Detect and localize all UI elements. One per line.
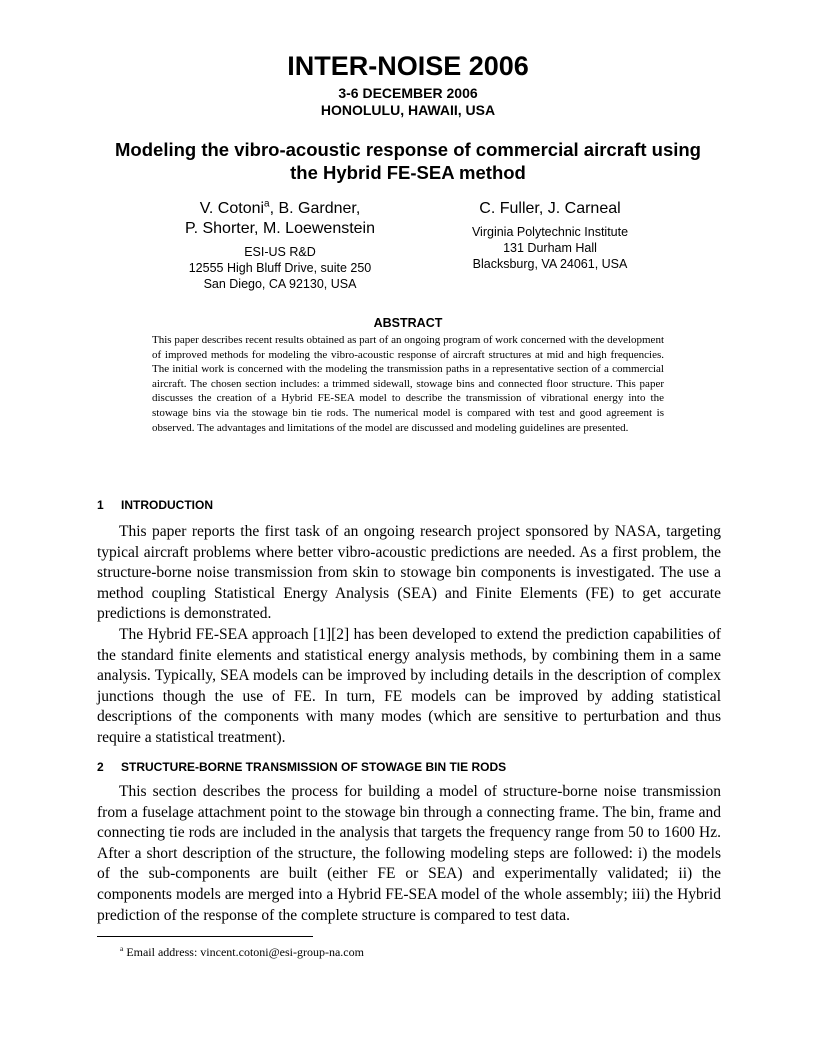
author-names-line-2: P. Shorter, M. Loewenstein [184, 220, 376, 237]
paragraph: The Hybrid FE-SEA approach [1][2] has been developed to extend the prediction capabilities of the standard finite elements and statistical energy analysis methods, by combining them in a same analysis. Typically, SEA models can be improved by including details in the description of complex junctions though the use of FE. In turn, FE models can be improved by adding statistical descriptions of the components with many modes (which are sensitive to perturbation and thus require a statistical treatment). [97, 625, 721, 746]
affiliation-city-left: San Diego, CA 92130, USA [203, 277, 357, 291]
abstract-heading: ABSTRACT [373, 316, 443, 330]
author-names-right: C. Fuller, J. Carneal [479, 200, 621, 217]
section-body-structure-borne [97, 782, 721, 926]
affiliation-org-right: Virginia Polytechnic Institute [471, 225, 629, 239]
author-names-rest: , B. Gardner, [269, 200, 361, 217]
affiliation-street-right: 131 Durham Hall [503, 241, 597, 255]
paper-title-line-1: Modeling the vibro-acoustic response of commercial aircraft using [115, 139, 701, 160]
section-heading-structure-borne [97, 760, 506, 774]
paragraph: This paper reports the first task of an ongoing research project sponsored by NASA, targeting typical aircraft problems where better vibro-acoustic predictions are needed. As a first problem, the structure-borne noise transmission from skin to stowage bin components is investigated. The use a method coupling Statistical Energy Analysis (SEA) and Finite Elements (FE) to get accurate predictions is demonstrated. [97, 523, 721, 623]
section-number: 1 [97, 498, 104, 512]
conference-location: HONOLULU, HAWAII, USA [320, 102, 496, 118]
author-name-cotoni: V. Cotoni [199, 200, 265, 217]
affiliation-city-right: Blacksburg, VA 24061, USA [472, 257, 628, 271]
section-body-introduction [97, 522, 721, 749]
footnote-text: Email address: vincent.cotoni@esi-group-na.com [123, 945, 364, 959]
footnote [120, 944, 364, 960]
affiliation-street-left: 12555 High Bluff Drive, suite 250 [188, 261, 372, 275]
conference-dates: 3-6 DECEMBER 2006 [338, 85, 478, 101]
author-footnote-marker: a [264, 198, 270, 210]
section-heading-introduction [97, 498, 213, 512]
section-title: STRUCTURE-BORNE TRANSMISSION OF STOWAGE BIN TIE RODS [121, 760, 507, 774]
section-number: 2 [97, 760, 104, 774]
author-block-left [150, 199, 410, 292]
affiliation-org-left: ESI-US R&D [244, 245, 316, 259]
paper-title [100, 138, 716, 184]
section-title: INTRODUCTION [121, 498, 213, 512]
footnote-divider [97, 936, 313, 937]
conference-title: INTER-NOISE 2006 [287, 51, 529, 81]
author-block-right [430, 199, 670, 272]
footnote-marker: a [120, 944, 124, 953]
paragraph: This section describes the process for building a model of structure-borne noise transmission from a fuselage attachment point to the stowage bin through a connecting frame. The bin, frame and connecting tie rods are included in the analysis that targets the frequency range from 50 to 1600 Hz. After a short description of the structure, the following modeling steps are followed: i) the models of the sub-components are built (either FE or SEA) and experimentally validated; ii) the components models are merged into a Hybrid FE-SEA model of the whole assembly; iii) the Hybrid prediction of the response of the complete structure is compared to test data. [97, 783, 721, 924]
abstract-text: This paper describes recent results obtained as part of an ongoing program of work concerned with the development of improved methods for modeling the vibro-acoustic response of aircraft structures at mid and high frequencies. The initial work is concerned with the modeling the transmission paths in a representative section of a commercial aircraft. The chosen section includes: a trimmed sidewall, stowage bins and connected floor structure. This paper discusses the creation of a Hybrid FE-SEA model to describe the transmission of vibrational energy into the stowage bins via the stowage bin tie rods. The numerical model is compared with test and good agreement is observed. The advantages and limitations of the model are discussed and modeling guidelines are presented. [152, 334, 664, 434]
author-names-line-1 [150, 199, 410, 219]
paper-title-line-2: the Hybrid FE-SEA method [290, 162, 526, 183]
